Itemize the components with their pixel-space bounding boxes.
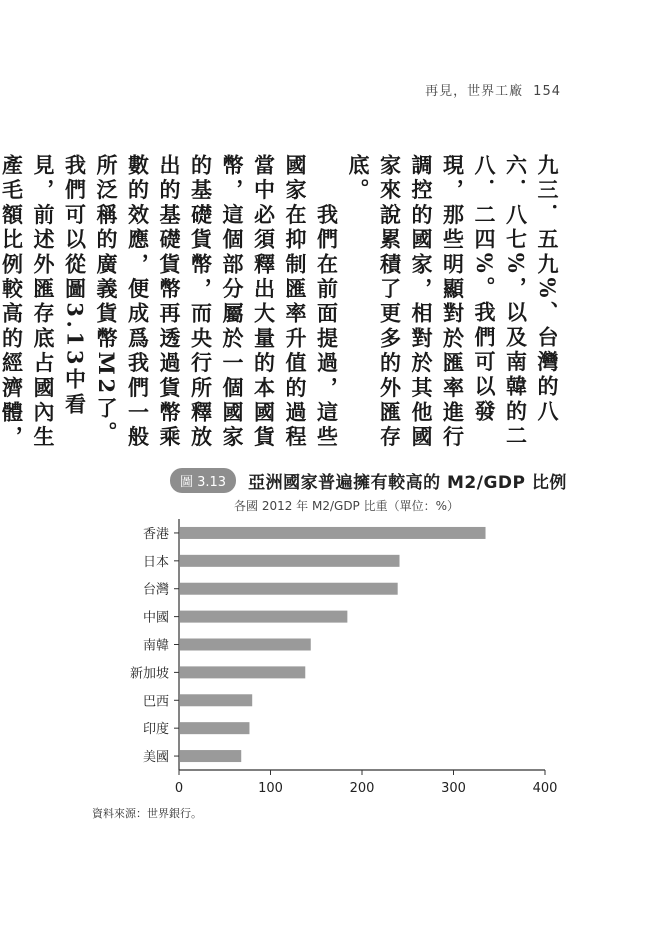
bar [180,583,398,595]
bar [180,611,347,623]
bar [180,694,252,706]
category-label: 新加坡 [129,666,169,682]
bar [180,666,305,678]
figure-subtitle: 各國 2012 年 M2/GDP 比重（單位：%） [234,499,460,513]
category-label: 台灣 [142,582,169,598]
paragraph: 我們在前面提過，這些國家在抑制匯率升值的過程當中必須釋出大量的本國貨幣，這個部分屬於一個國家的基礎貨幣，而央行所釋放出的基礎貨幣再透過貨幣乘數的效應，便成爲我們一般所泛稱的廣義貨幣M2了。我們可以從圖3.13中看見，前述外匯存底占國內生產毛額比例較高的經濟體， [0,154,340,451]
x-tick-label: 400 [532,781,558,796]
category-label: 日本 [142,554,169,570]
x-tick-label: 200 [349,781,375,796]
x-tick-label: 0 [174,781,184,796]
x-tick-label: 300 [441,781,466,796]
bar [180,527,486,539]
category-label: 印度 [142,722,169,738]
paragraph: 九三．五九%、台灣的八六．八七%，以及南韓的二八．二四%。我們可以發現，那些明顯對於匯率進行調控的國家，相對於其他國家來說累積了更多的外匯存底。 [346,154,560,451]
source-note: 資料來源：世界銀行。 [92,807,202,820]
bar [180,722,249,734]
x-tick-label: 100 [258,781,283,796]
bar [180,750,241,762]
category-label: 中國 [142,610,169,626]
category-label: 美國 [142,750,169,766]
page-number: 154 [533,84,561,99]
figure-label-badge: 圖 3.13 [170,468,236,493]
bar [180,555,400,567]
category-label: 香港 [142,526,169,542]
bar [180,639,311,651]
running-title: 再見，世界工廠 [425,84,524,99]
category-label: 巴西 [142,694,169,710]
category-label: 南韓 [142,638,169,654]
figure-title: 亞洲國家普遍擁有較高的 M2/GDP 比例 [248,472,567,493]
